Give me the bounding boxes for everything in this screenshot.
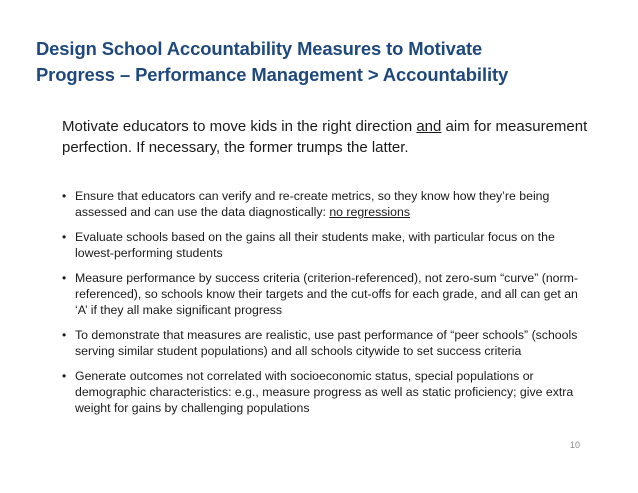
slide-title-line-1: Design School Accountability Measures to Motivate: [36, 38, 483, 59]
slide-title-line-2: Progress – Performance Management > Accountability: [36, 64, 509, 85]
bullet-text: Ensure that educators can verify and re-create metrics, so they know how they’re being assessed and can use the data diagnostically:: [75, 189, 550, 219]
bullet-item-verify-metrics: [62, 188, 582, 220]
intro-paragraph: [62, 117, 592, 158]
page-number: 10: [569, 440, 580, 450]
bullet-text: Evaluate schools based on the gains all their students make, with particular focus on the lowest-performing students: [75, 230, 555, 260]
bullet-dot-icon: •: [62, 328, 67, 342]
intro-underlined-word: and: [416, 118, 442, 135]
bullet-dot-icon: •: [62, 230, 67, 244]
bullet-item-evaluate-gains: [62, 229, 582, 261]
bullet-dot-icon: •: [62, 189, 67, 203]
intro-text-start: Motivate educators to move kids in the right direction: [62, 118, 417, 135]
bullet-underlined-text: no regressions: [329, 205, 410, 219]
slide-title: [36, 36, 606, 88]
bullet-item-outcomes: [62, 368, 582, 416]
bullet-text: To demonstrate that measures are realistic, use past performance of “peer schools” (schools serving similar student populations) and all schools citywide to set success criteria: [75, 328, 578, 358]
intro-text-end: aim for measurement perfection. If necessary, the former trumps the latter.: [62, 118, 588, 156]
bullet-dot-icon: •: [62, 369, 67, 383]
bullet-text: Generate outcomes not correlated with socioeconomic status, special populations or demographic characteristics: e.g., measure progress as well as static proficiency; give extra weight for gains by challenging populations: [75, 369, 574, 415]
bullet-list: [62, 188, 582, 425]
bullet-item-success-criteria: [62, 270, 582, 318]
bullet-text: Measure performance by success criteria (criterion-referenced), not zero-sum “curve” (norm-referenced), so schools know their targets and the cut-offs for each grade, and all can get an ‘A’ if they all make significant progress: [75, 271, 578, 317]
bullet-dot-icon: •: [62, 271, 67, 285]
bullet-item-peer-schools: [62, 327, 582, 359]
